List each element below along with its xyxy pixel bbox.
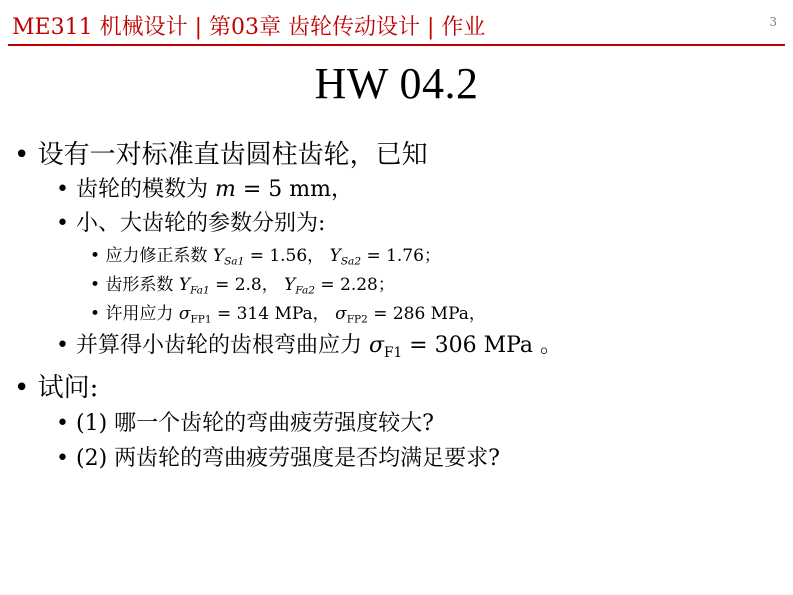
yfa-label: 齿形系数 [105, 275, 174, 295]
bullet: • [14, 373, 30, 403]
yfa2-subscript: Fa2 [295, 284, 315, 297]
sigma-fp2-subscript: FP2 [346, 313, 368, 326]
bullet: • [90, 275, 101, 295]
ysa-label: 应力修正系数 [105, 246, 208, 266]
ysa1-value: = 1.56， [249, 246, 325, 266]
module-prefix: 齿轮的模数为 [75, 177, 208, 202]
ysa1-subscript: Sa1 [224, 255, 245, 268]
computed-value: = 306 MPa 。 [409, 333, 563, 358]
yfa2-symbol: Y [284, 275, 296, 295]
bullet: • [14, 140, 30, 170]
ysa2-value: = 1.76； [366, 246, 441, 266]
page-number: 3 [769, 15, 777, 29]
bullet: • [90, 246, 101, 266]
sigma-fp1-value: = 314 MPa， [216, 304, 330, 324]
question-1-item [56, 406, 434, 437]
sigma-fp-item [90, 299, 486, 324]
sigma-f1-symbol: σ [369, 333, 385, 358]
given-heading-item [14, 134, 428, 171]
slide-title: HW 04.2 [314, 59, 479, 108]
params-heading-item [56, 206, 325, 237]
sigma-fp2-symbol: σ [335, 304, 347, 324]
yfa1-value: = 2.8， [215, 275, 279, 295]
sigma-fp-label: 许用应力 [105, 304, 174, 324]
header-divider [8, 44, 785, 46]
bullet: • [90, 304, 101, 324]
question-1: (1) 哪一个齿轮的弯曲疲劳强度较大? [75, 411, 434, 436]
params-heading: 小、大齿轮的参数分别为: [75, 211, 326, 236]
bullet: • [56, 177, 69, 202]
ysa2-symbol: Y [329, 246, 341, 266]
question-2: (2) 两齿轮的弯曲疲劳强度是否均满足要求? [75, 446, 500, 471]
question-2-item [56, 441, 500, 472]
course-header-title: ME311 机械设计 | 第03章 齿轮传动设计 | 作业 [12, 15, 486, 40]
ysa-item [90, 241, 441, 266]
computed-prefix: 并算得小齿轮的齿根弯曲应力 [75, 333, 362, 358]
module-value: = 5 mm， [242, 177, 354, 202]
bullet: • [56, 333, 69, 358]
yfa-item [90, 270, 395, 295]
sigma-fp2-value: = 286 MPa， [373, 304, 486, 324]
module-item [56, 172, 353, 203]
questions-heading-item [14, 367, 98, 404]
module-symbol: m [215, 177, 236, 202]
bullet: • [56, 211, 69, 236]
sigma-fp1-symbol: σ [178, 304, 191, 324]
questions-heading: 试问: [37, 373, 99, 403]
given-heading: 设有一对标准直齿圆柱齿轮，已知 [37, 140, 428, 170]
yfa1-symbol: Y [178, 275, 191, 295]
ysa2-subscript: Sa2 [340, 255, 362, 268]
computed-stress-item [56, 328, 562, 359]
yfa1-subscript: Fa1 [190, 284, 210, 297]
sigma-f1-subscript: F1 [384, 344, 403, 361]
bullet: • [56, 411, 69, 436]
slide-header [0, 0, 793, 48]
bullet: • [56, 446, 69, 471]
yfa2-value: = 2.28； [320, 275, 395, 295]
sigma-fp1-subscript: FP1 [190, 313, 212, 326]
ysa1-symbol: Y [212, 246, 225, 266]
